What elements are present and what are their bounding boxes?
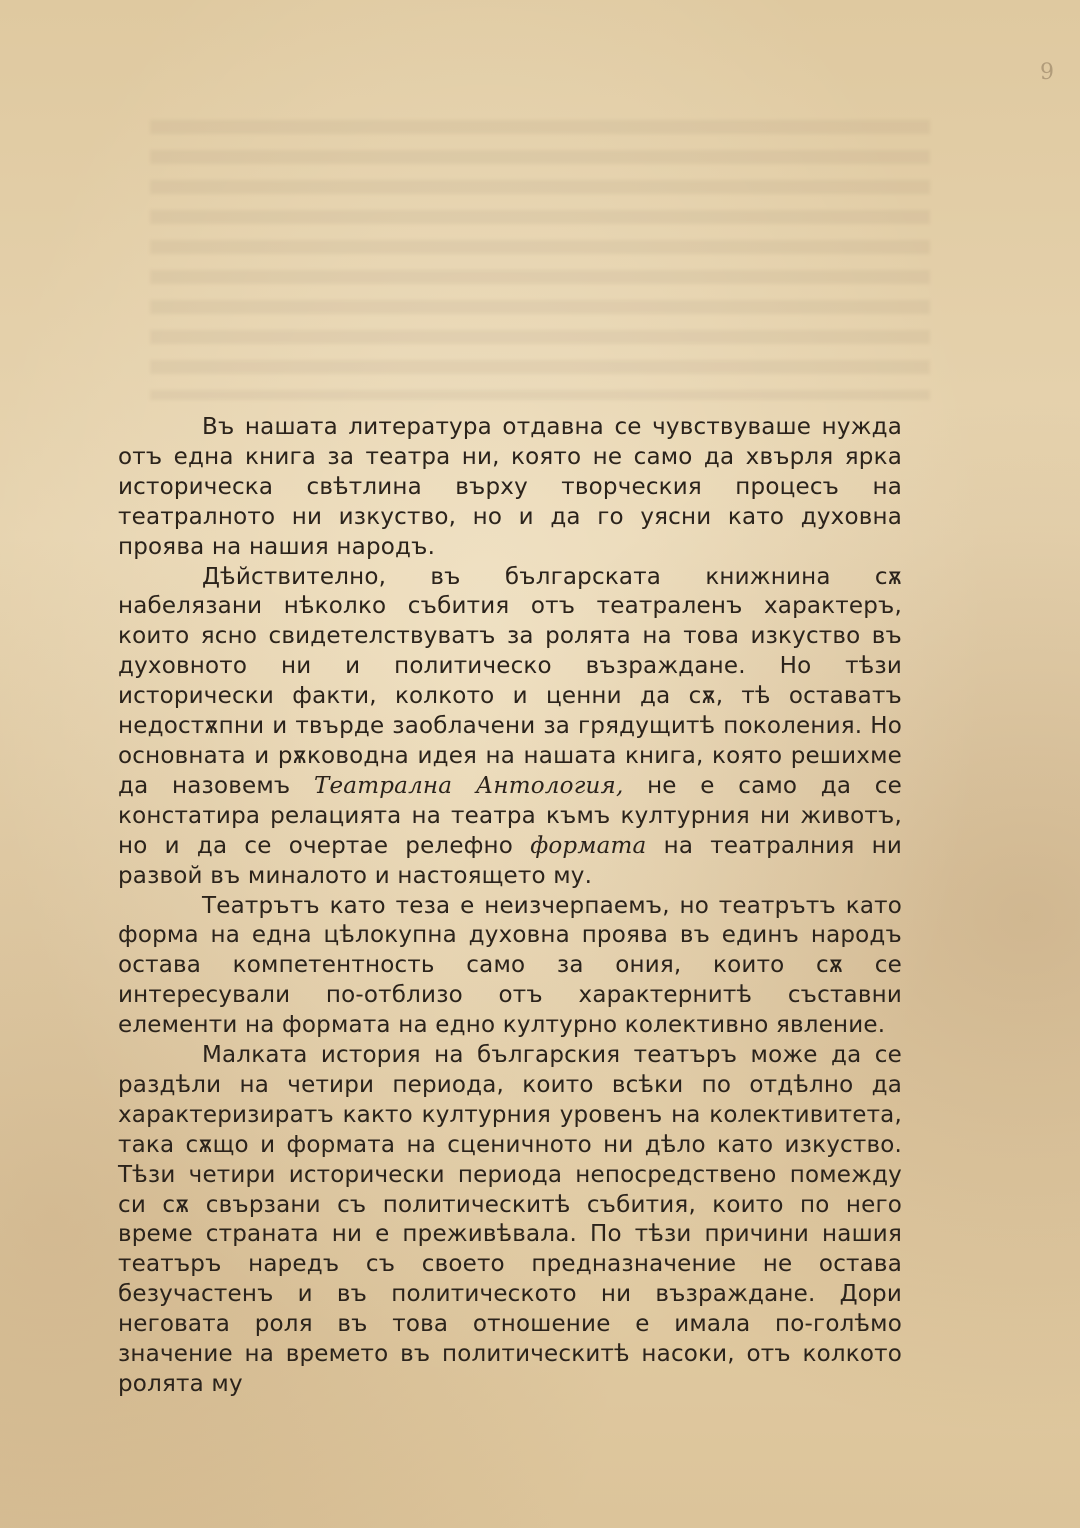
paragraph-history-periods: Малката история на българския театъръ може да се раздѣли на четири периода, които всѣки по отдѣлно да характеризиратъ както културния уровенъ на колективитета, така сѫщо и формата на сценичното ни дѣло като изкуство. Тѣзи четири исторически периода непосредствено помежду си сѫ свързани съ политическитѣ събития, които по него време страната ни е преживѣвала. По тѣзи причини нашия театъръ наредъ съ своето предназначение не остава безучастенъ и въ политическото ни възраждане. Дори неговата роля въ това отношение е имала по-голѣмо значение на времето въ политическитѣ насоки, отъ колкото ролята му [118, 1042, 902, 1397]
paragraph-anthology [118, 563, 902, 892]
paragraph-intro: Въ нашата литература отдавна се чувствуваше нужда отъ една книга за театра ни, която не само да хвърля ярка историческа свѣтлина върху творческия процесъ на театралното ни изкуство, но и да го уясни като духовна проява на нашия народъ. [118, 414, 902, 560]
book-title: Театрална Антология, [313, 772, 624, 799]
body-text [118, 413, 902, 1400]
paragraph-anthology-part-2: не е само да се констатира релацията на театра къмъ културния ни животъ, но и да се очертае релефно [118, 772, 902, 859]
paragraph-theatre-form: Театрътъ като теза е неизчерпаемъ, но театрътъ като форма на една цѣлокупна духовна проява въ единъ народъ остава компетентность само за ония, които сѫ се интересували по-отблизо отъ характернитѣ съставни елементи на формата на едно културно колективно явление. [118, 892, 902, 1039]
emphasis-form: формата [530, 832, 647, 859]
paragraph-anthology-part-3: на театралния ни развой въ миналото и настоящето му. [118, 832, 902, 889]
show-through-text [150, 120, 930, 400]
page-number: 9 [1040, 60, 1054, 85]
paragraph-anthology-part-1: Дѣйствително, въ българската книжнина сѫ набелязани нѣколко събития отъ театраленъ характеръ, които ясно свидетелствуватъ за ролята на това изкуство въ духовното ни и политическо възраждане. Но тѣзи исторически факти, колкото и ценни да сѫ, тѣ оставатъ недостѫпни и твърде заоблачени за грядущитѣ поколения. Но основната и рѫководна идея на нашата книга, която решихме да назовемъ [118, 563, 902, 799]
